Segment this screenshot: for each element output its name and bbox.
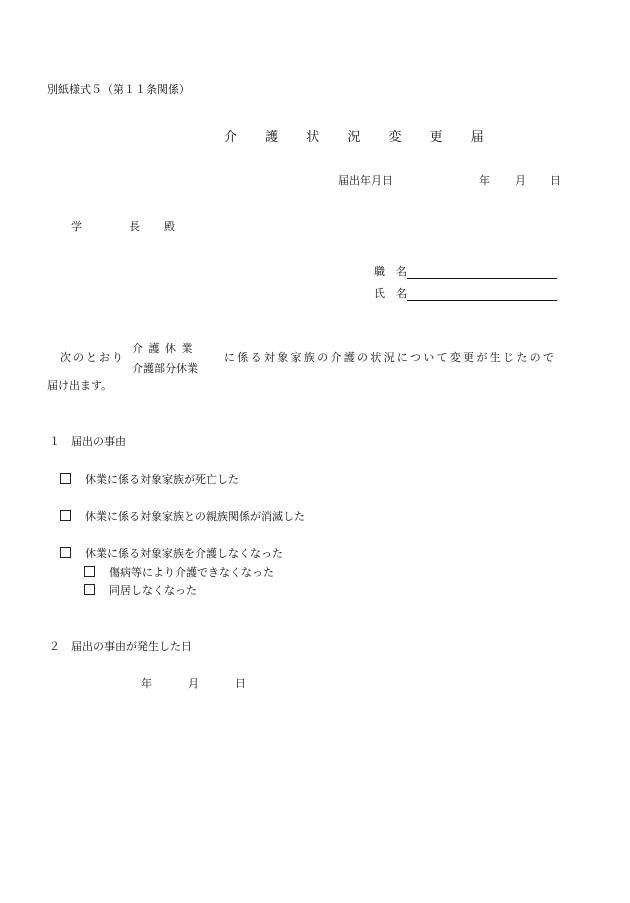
statement-prefix: 次のとおり <box>60 351 125 364</box>
reason-item <box>60 545 283 561</box>
name-underline <box>407 289 557 301</box>
addressee-honorific: 殿 <box>164 220 175 233</box>
reason-checkbox-3[interactable] <box>60 547 71 558</box>
reason-subitem <box>84 564 274 580</box>
addressee-part2: 長 <box>129 220 140 233</box>
document-title: 介 護 状 況 変 更 届 <box>224 130 496 145</box>
reason-subitem <box>84 582 197 598</box>
name-field <box>374 285 557 301</box>
reason-label-3: 休業に係る対象家族を介護しなくなった <box>85 547 283 560</box>
reason-item <box>60 508 305 524</box>
reason-checkbox-1[interactable] <box>60 473 71 484</box>
reason-label-2: 休業に係る対象家族との親族関係が消滅した <box>85 510 305 523</box>
position-underline <box>407 267 557 279</box>
reason-sublabel-1: 傷病等により介護できなくなった <box>109 566 274 579</box>
position-label: 職 名 <box>374 265 407 278</box>
addressee-part1: 学 <box>71 220 82 233</box>
section2-heading: ２ 届出の事由が発生した日 <box>49 640 192 653</box>
occurrence-year: 年 <box>141 677 152 690</box>
reason-item <box>60 471 239 487</box>
reason-subcheckbox-1[interactable] <box>84 566 95 577</box>
submission-date-label: 届出年月日 <box>338 174 393 187</box>
date-year: 年 <box>479 174 490 187</box>
name-label: 氏 名 <box>374 287 407 300</box>
date-day: 日 <box>550 174 561 187</box>
reason-label-1: 休業に係る対象家族が死亡した <box>85 473 239 486</box>
reason-checkbox-2[interactable] <box>60 510 71 521</box>
reason-subcheckbox-2[interactable] <box>84 584 95 595</box>
statement-suffix: に係る対象家族の介護の状況について変更が生じたので <box>224 351 557 364</box>
position-field <box>374 263 557 279</box>
form-label: 別紙様式５（第１１条関係） <box>47 83 190 96</box>
occurrence-month: 月 <box>188 677 199 690</box>
statement-line2: 届け出ます。 <box>47 379 113 392</box>
occurrence-day: 日 <box>235 677 246 690</box>
section1-heading: １ 届出の事由 <box>49 435 126 448</box>
statement-option-leave: 介 護 休 業 <box>132 342 194 355</box>
date-month: 月 <box>515 174 526 187</box>
statement-option-partial: 介護部分休業 <box>132 362 198 375</box>
reason-sublabel-2: 同居しなくなった <box>109 584 197 597</box>
